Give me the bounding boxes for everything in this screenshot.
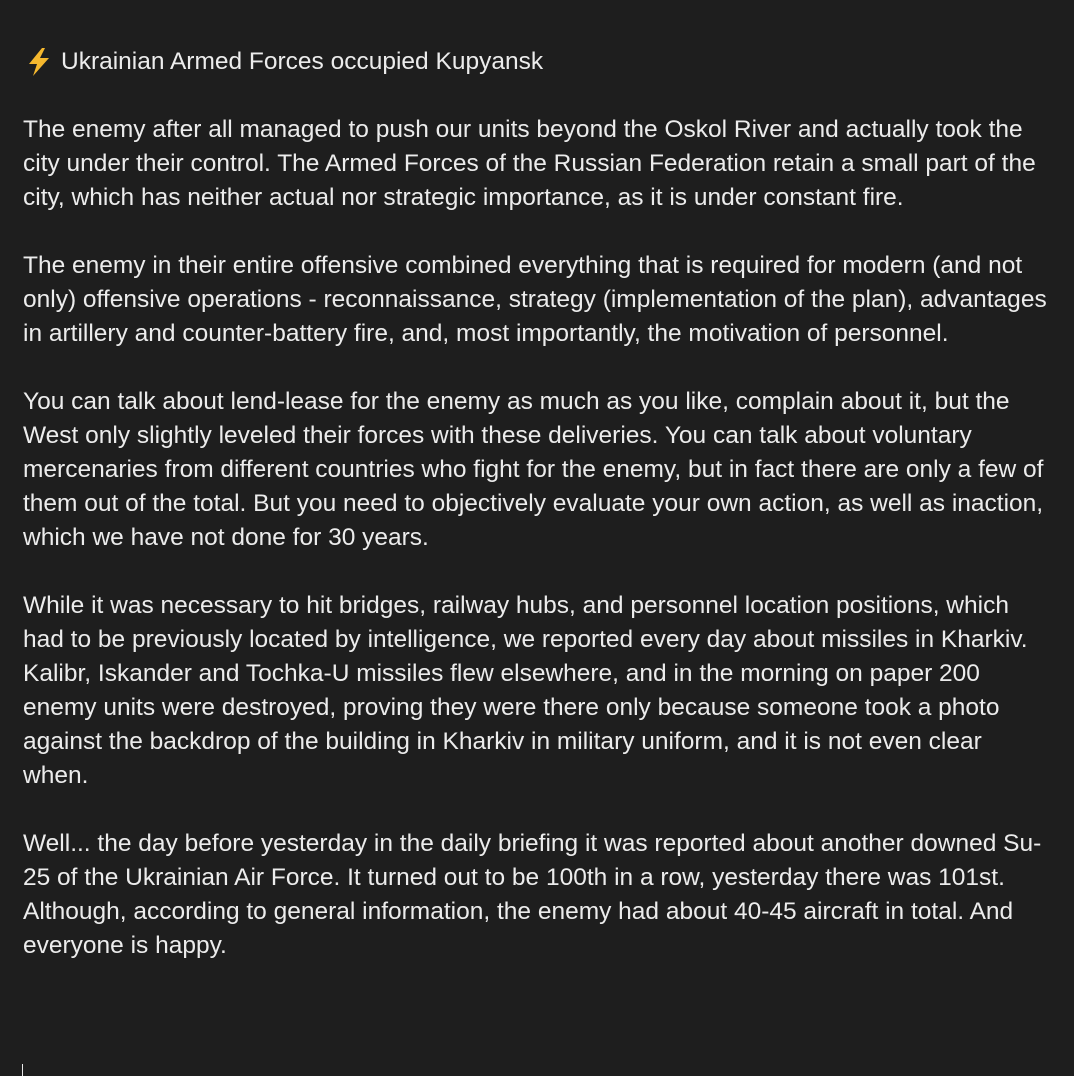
post-title [23,45,1051,79]
text-cursor [22,1064,23,1076]
paragraph-3: You can talk about lend-lease for the enemy as much as you like, complain about it, but the West only slightly leveled their forces with these deliveries. You can talk about voluntary mercenaries from different countries who fight for the enemy, but in fact there are only a few of them out of the total. But you need to objectively evaluate your own action, as well as inaction, which we have not done for 30 years. [23,388,1044,551]
paragraph-4: While it was necessary to hit bridges, railway hubs, and personnel location positions, which had to be previously located by intelligence, we reported every day about missiles in Kharkiv. Kalibr, Iskander and Tochka-U missiles flew elsewhere, and in the morning on paper 200 enemy units were destroyed, proving they were there only because someone took a photo against the backdrop of the building in Kharkiv in military uniform, and it is not even clear when. [23,592,1028,789]
paragraph-1: The enemy after all managed to push our units beyond the Oskol River and actually took the city under their control. The Armed Forces of the Russian Federation retain a small part of the city, which has neither actual nor strategic importance, as it is under constant fire. [23,116,1036,211]
paragraph-2: The enemy in their entire offensive combined everything that is required for modern (and not only) offensive operations - reconnaissance, strategy (implementation of the plan), advantages in artillery and counter-battery fire, and, most importantly, the motivation of personnel. [23,252,1047,347]
paragraph-5: Well... the day before yesterday in the daily briefing it was reported about another downed Su-25 of the Ukrainian Air Force. It turned out to be 100th in a row, yesterday there was 101st. Although, according to general information, the enemy had about 40-45 aircraft in total. And everyone is happy. [23,830,1042,959]
lightning-icon [23,47,55,77]
post-title-text: Ukrainian Armed Forces occupied Kupyansk [61,48,544,75]
